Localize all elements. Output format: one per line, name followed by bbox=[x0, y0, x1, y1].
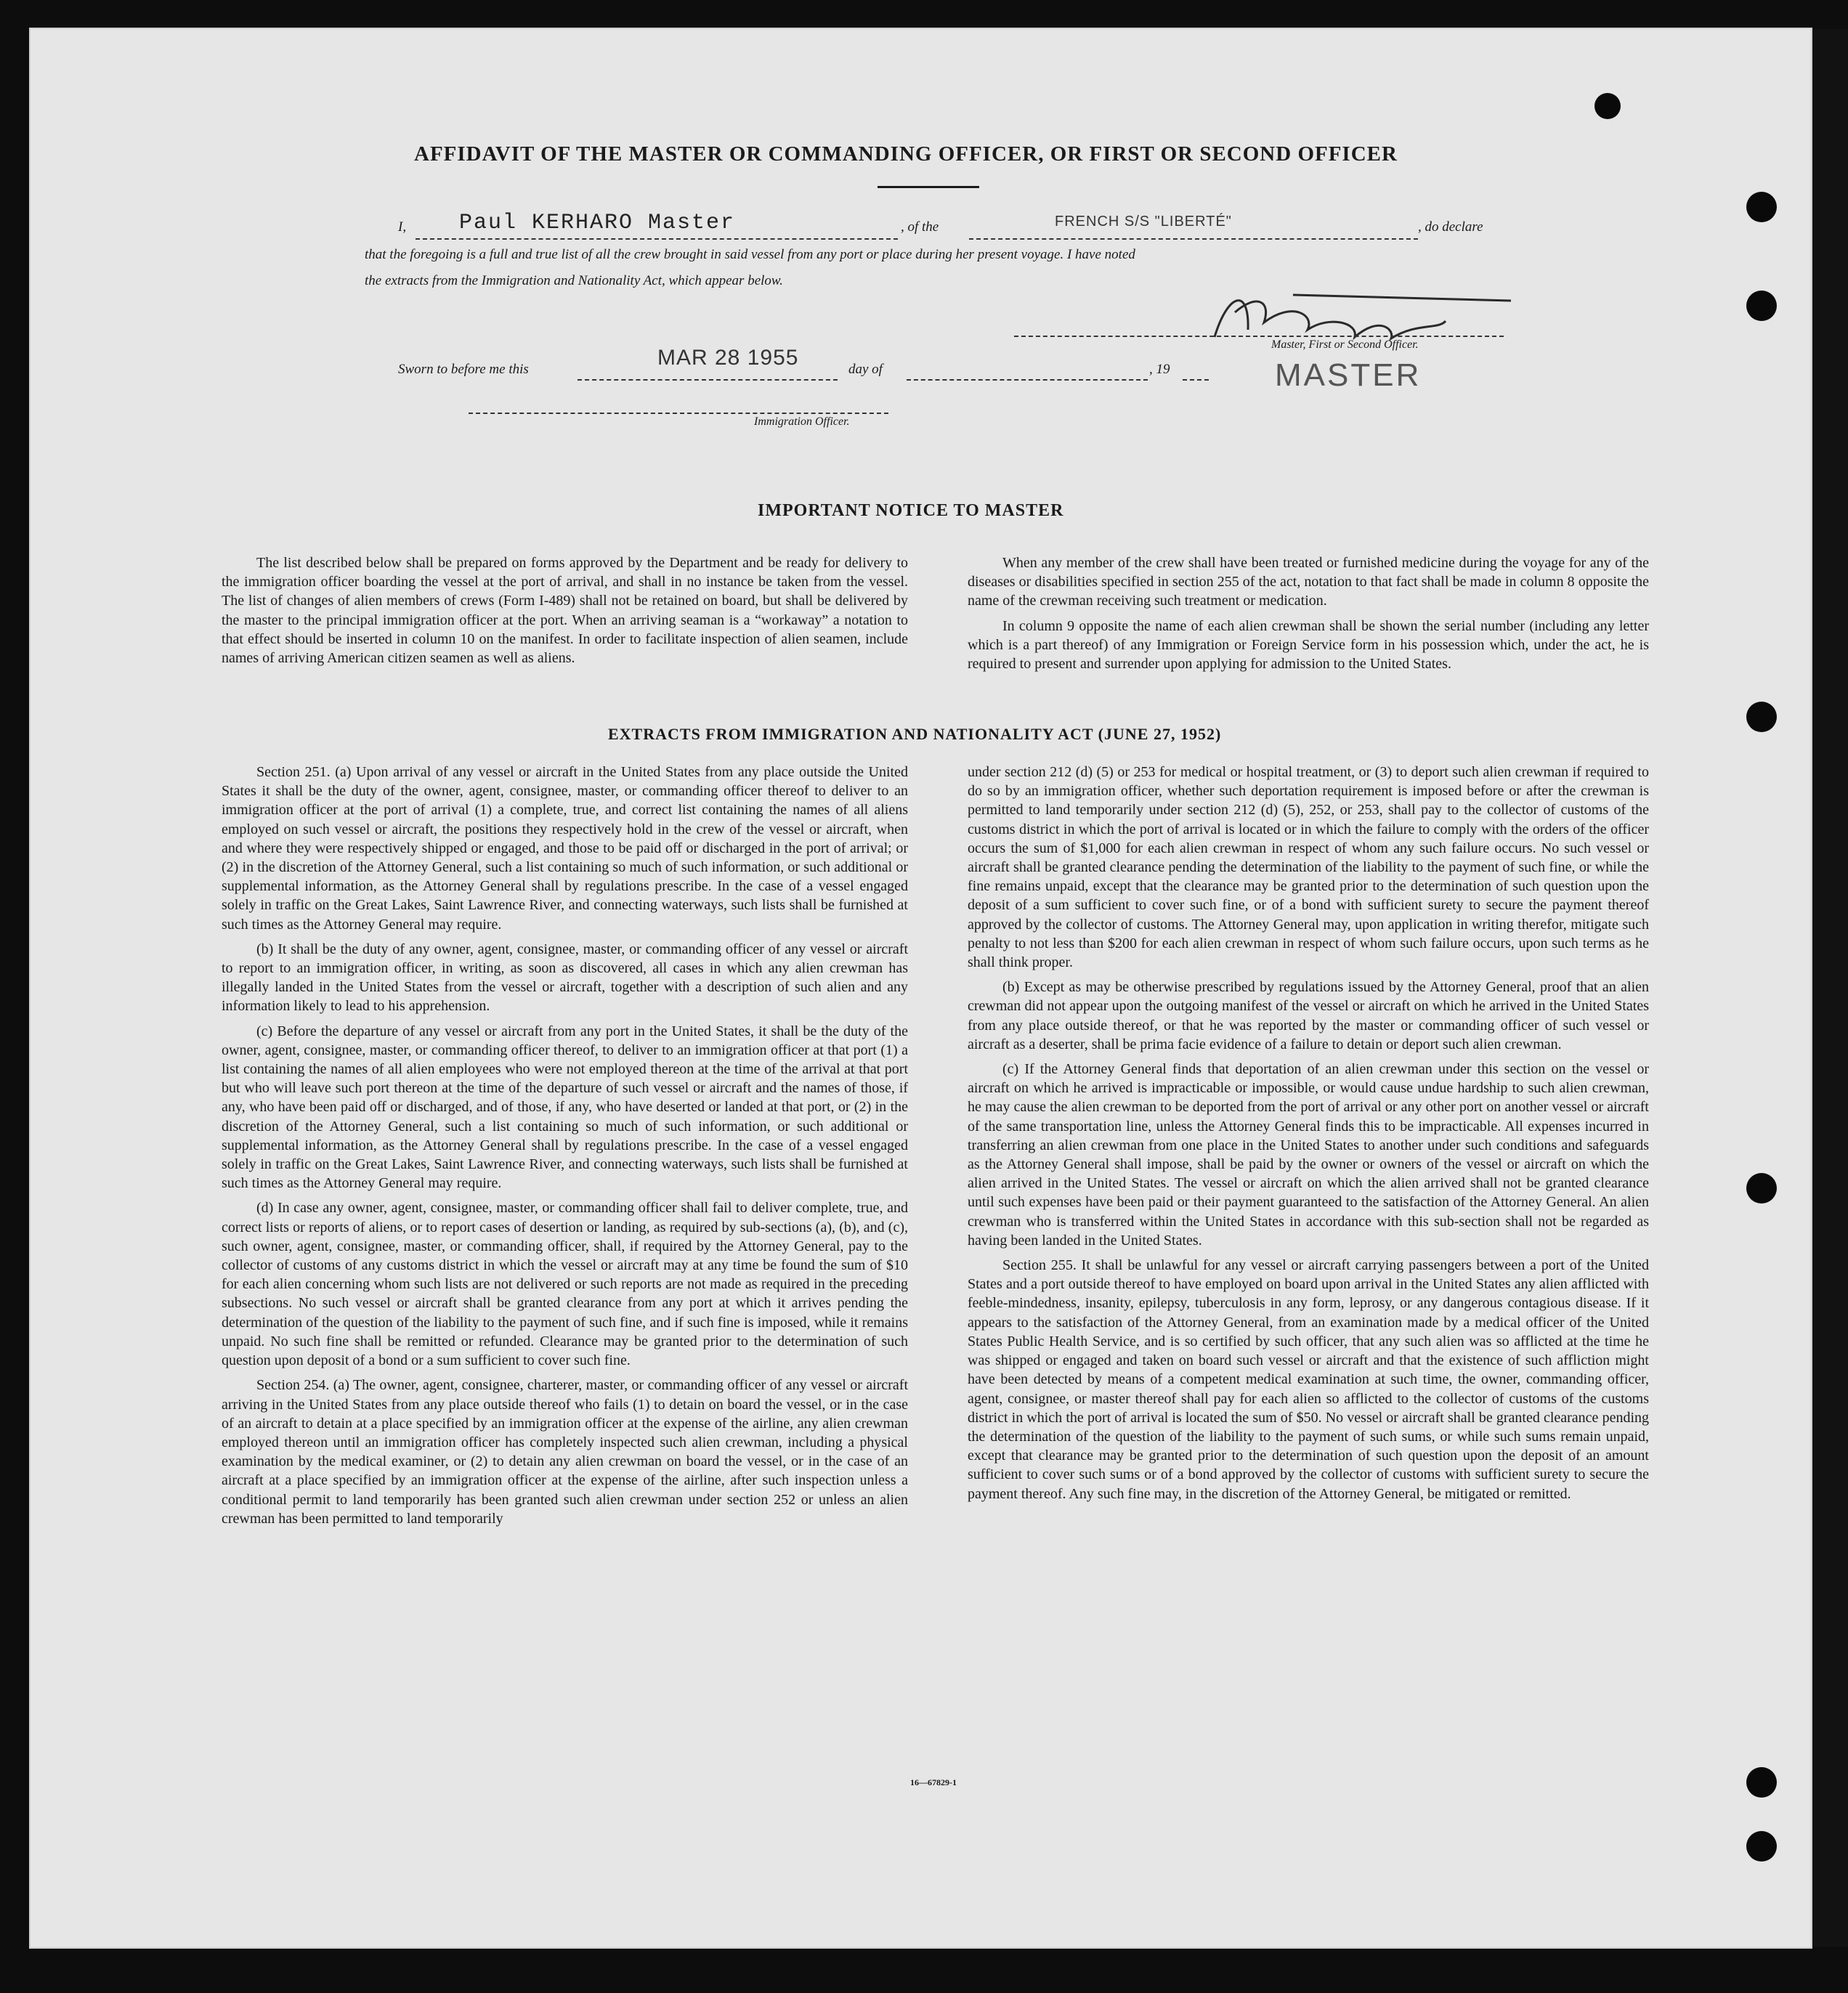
punch-hole bbox=[1746, 1173, 1777, 1203]
of-the-label: , of the bbox=[901, 219, 939, 235]
section-254-c: (c) If the Attorney General finds that deportation of an alien crewman under this section on the vessel or aircraft on which he arrived is impracticable or impossible, or would cause undue hardship to such alien crewman, he may cause the alien crewman to be deported from the port of arrival or any other port on another vessel or aircraft of the same transportation line, unless the Attorney General finds this to be impracticable. All expenses incurred in transferring an alien crewman from one place in the United States to another under such conditions and safeguards as the Attorney General shall impose, shall be paid by the owner or owners of the vessel or aircraft on which the alien arrived in the United States. The vessel or aircraft on which the alien arrived shall not be granted clearance until such expenses have been paid or their payment guaranteed to the satisfaction of the Attorney General. An alien crewman who is transferred within the United States in accordance with this sub-section shall not be regarded as having been landed in the United States. bbox=[968, 1061, 1649, 1249]
notice-title: IMPORTANT NOTICE TO MASTER bbox=[758, 501, 1064, 520]
scan-edge bbox=[1812, 29, 1848, 1947]
section-251-b: (b) It shall be the duty of any owner, agent, consignee, master, or commanding officer of any vessel or aircraft to report to an immigration officer, in writing, as soon as discovered, all cases in which any alien crewman has illegally landed in the United States from the vessel or aircraft, together with a description of such alien and any information likely to lead to his apprehension. bbox=[222, 941, 908, 1015]
punch-hole bbox=[1746, 291, 1777, 321]
year-label: , 19 bbox=[1149, 362, 1170, 377]
vessel-name-field: FRENCH S/S "LIBERTÉ" bbox=[1055, 214, 1232, 230]
punch-hole bbox=[1746, 1831, 1777, 1862]
declaration-line-3: the extracts from the Immigration and Nationality Act, which appear below. bbox=[365, 273, 783, 288]
master-stamp: MASTER bbox=[1275, 357, 1422, 393]
immigration-officer-label: Immigration Officer. bbox=[754, 415, 850, 428]
punch-hole bbox=[1746, 192, 1777, 222]
extracts-right-column bbox=[968, 763, 1649, 1509]
sworn-date-stamp: MAR 28 1955 bbox=[657, 346, 799, 370]
signature-blank bbox=[1014, 336, 1504, 337]
section-251-c: (c) Before the departure of any vessel or aircraft from any port in the United States, it shall be the duty of the owner, agent, consignee, master, or commanding officer thereof, to deliver to an immigration officer at that port (1) a list containing the names of all alien employees who were not employed thereon at the time of the arrival at that port but who will leave such port thereon at the time of the departure of such vessel or aircraft and the names of those, if any, who have been paid off or discharged, and of those, if any, who have deserted or landed at that port, or (2) in the discretion of the Attorney General, such a list containing so much of such information, or such additional or supplemental information, as the Attorney General shall by regulations prescribe. In the case of a vessel engaged solely in traffic on the Great Lakes, Saint Lawrence River, and connecting waterways, such lists shall be furnished at such times as the Attorney General may require. bbox=[222, 1023, 908, 1192]
punch-hole bbox=[1746, 702, 1777, 732]
section-254-a-continued: under section 212 (d) (5) or 253 for medical or hospital treatment, or (3) to deport such alien crewman if required to do so by an immigration officer, whether such deportation requirement is imposed before or after the crewman is permitted to land temporarily under section 212 (d) (5), 252, or 253, shall pay to the collector of customs of the customs district in which the port of arrival is located or in which the failure to comply with the orders of the officer occurs the sum of $1,000 for each alien crewman in respect of whom any such failure occurs. No such vessel or aircraft shall be granted clearance pending the determination of the liability to the payment of such fine, or while the fine remains unpaid, except that the clearance may be granted prior to the determination of such question upon the deposit of a sum sufficient to cover such fine, or of a bond with sufficient surety to secure the payment thereof approved by the collector of customs. The Attorney General may, upon application in writing therefor, mitigate such penalty to not less than $200 for each alien crewman in respect of whom such failure occurs, upon such terms as he shall think proper. bbox=[968, 764, 1649, 971]
extracts-left-column bbox=[222, 763, 908, 1534]
date-blank bbox=[578, 379, 838, 381]
declaration-line-2: that the foregoing is a full and true list of all the crew brought in said vessel from any port or place during her present voyage. I have noted bbox=[365, 247, 1135, 262]
section-251-d: (d) In case any owner, agent, consignee, master, or commanding officer shall fail to deliver complete, true, and correct lists or reports of aliens, or to report cases of desertion or landing, as required by sub-sections (a), (b), and (c), such owner, agent, consignee, master, or commanding officer, shall, if required by the Attorney General, pay to the collector of customs of any customs district in which the vessel or aircraft may at any time be found the sum of $10 for each alien concerning whom such lists are not delivered or such reports are not made as required in the preceding subsections. No such vessel or aircraft shall be granted clearance from any port at which it arrives pending the determination of the question of the liability to the payment of such fine, and if such fine is imposed, while it remains unpaid. No such fine shall be remitted or refunded. Clearance may be granted prior to the determination of such question upon deposit of a bond or a sum sufficient to cover such fine. bbox=[222, 1200, 908, 1369]
immigration-officer-blank bbox=[469, 413, 888, 414]
notice-paragraph: When any member of the crew shall have been treated or furnished medicine during the voyage for any of the diseases or disabilities specified in section 255 of the act, notation to that fact shall be made in column 8 opposite the name of the crewman receiving such treatment or medication. bbox=[968, 555, 1649, 609]
name-blank bbox=[416, 238, 898, 240]
month-blank bbox=[907, 379, 1148, 381]
title-rule bbox=[878, 186, 979, 188]
notice-paragraph: In column 9 opposite the name of each alien crewman shall be shown the serial number (including any letter which is a part thereof) of any Immigration or Foreign Service form in his possession which, under the act, he is required to present and surrender upon applying for admission to the United States. bbox=[968, 617, 1649, 673]
form-number: 16—67829-1 bbox=[910, 1777, 957, 1787]
signature-caption: Master, First or Second Officer. bbox=[1271, 338, 1419, 351]
master-name-field: Paul KERHARO Master bbox=[459, 211, 736, 235]
punch-hole bbox=[1746, 1767, 1777, 1798]
day-of-label: day of bbox=[848, 362, 883, 377]
section-254-a: Section 254. (a) The owner, agent, consignee, charterer, master, or commanding officer of any vessel or aircraft arriving in the United States from any place outside thereof who fails (1) to detain on board the vessel, or in the case of an aircraft to detain at a place specified by an immigration officer at the expense of the airline, any alien crewman employed thereon until an immigration officer has completely inspected such alien crewman, including a physical examination by the medical examiner, or (2) to detain any alien crewman on board the vessel, or in the case of an aircraft at a place specified by an immigration officer at the expense of the airline, after such inspection unless a conditional permit to land temporarily has been granted such alien crewman under section 252 or unless an alien crewman has been permitted to land temporarily bbox=[222, 1377, 908, 1527]
punch-hole bbox=[1594, 93, 1621, 119]
notice-paragraph: The list described below shall be prepared on forms approved by the Department and be ready for delivery to the immigration officer boarding the vessel at the port of arrival, and shall in no instance be taken from the vessel. The list of changes of alien members of crews (Form I-489) shall not be retained on board, but shall be delivered by the master to the principal immigration officer at the port. When an arriving seaman is a “workaway” a notation to that effect should be inserted in column 10 on the manifest. In order to facilitate inspection of alien seamen, include names of arriving American citizen seamen as well as aliens. bbox=[222, 555, 908, 667]
extracts-title: EXTRACTS FROM IMMIGRATION AND NATIONALITY ACT (JUNE 27, 1952) bbox=[608, 725, 1222, 743]
section-254-b: (b) Except as may be otherwise prescribed by regulations issued by the Attorney General, proof that an alien crewman did not appear upon the outgoing manifest of the vessel or aircraft on which he arrived in the United States from any place outside thereof, or that he was reported by the master or commanding officer of such vessel or aircraft as a deserter, shall be prima facie evidence of a failure to detain or deport such alien crewman. bbox=[968, 979, 1649, 1052]
year-blank bbox=[1183, 379, 1209, 381]
section-251-a: Section 251. (a) Upon arrival of any vessel or aircraft in the United States from any place outside the United States it shall be the duty of the owner, agent, consignee, master, or commanding officer thereof to deliver to an immigration officer at the port of arrival (1) a complete, true, and correct list containing the names of all aliens employed on such vessel or aircraft, the positions they respectively hold in the crew of the vessel or aircraft, when and where they were respectively shipped or engaged, and those to be paid off or discharged in the port of arrival; or (2) in the discretion of the Attorney General, such a list containing so much of such information, or such additional or supplemental information, as the Attorney General shall by regulations prescribe. In the case of a vessel engaged solely in traffic on the Great Lakes, Saint Lawrence River, and connecting waterways, such lists shall be furnished at such times as the Attorney General may require. bbox=[222, 764, 908, 933]
vessel-blank bbox=[969, 238, 1418, 240]
do-declare-label: , do declare bbox=[1418, 219, 1483, 235]
sworn-label: Sworn to before me this bbox=[398, 362, 529, 377]
bleed-through-mark bbox=[334, 397, 344, 415]
notice-left-column bbox=[222, 553, 908, 673]
notice-right-column bbox=[968, 553, 1649, 679]
section-255: Section 255. It shall be unlawful for any vessel or aircraft carrying passengers between a port of the United States and a port outside thereof to have employed on board upon arrival in the United States any alien afflicted with feeble-mindedness, insanity, epilepsy, tuberculosis in any form, leprosy, or any dangerous contagious disease. If it appears to the satisfaction of the Attorney General, from an examination made by a medical officer of the United States Public Health Service, and is so certified by such officer, that any such alien was so afflicted at the time he was shipped or engaged and taken on board such vessel or aircraft and that the existence of such affliction might have been detected by means of a competent medical examination at such time, the owner, commanding officer, agent, consignee, or master thereof shall pay for each alien so afflicted to the collector of customs of the customs district in which the port of arrival is located the sum of $50. No vessel or aircraft shall be granted clearance pending the determination of the question of the liability to the payment of such sums, or while such sums remain unpaid, except that clearance may be granted prior to the determination of such question upon the deposit of an amount sufficient to cover such sums or of a bond approved by the collector of customs with sufficient surety to secure the payment thereof. Any such fine may, in the discretion of the Attorney General, be mitigated or remitted. bbox=[968, 1257, 1649, 1502]
affidavit-title: AFFIDAVIT OF THE MASTER OR COMMANDING OFFICER, OR FIRST OR SECOND OFFICER bbox=[414, 142, 1398, 166]
i-label: I, bbox=[398, 219, 407, 235]
